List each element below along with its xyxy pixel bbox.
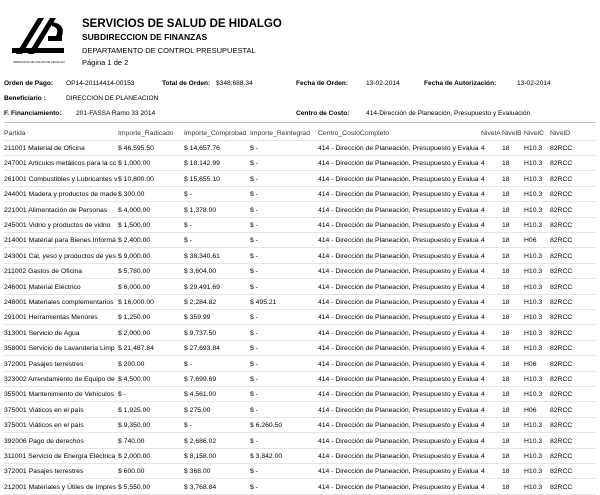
table-cell-importe-reintegrado: $ 495.21 xyxy=(250,299,277,306)
table-cell-nivel-a: 4 xyxy=(481,345,485,353)
table-cell-nivel-d: 82RCC xyxy=(550,391,573,399)
table-cell-importe-reintegrado: $ - xyxy=(250,268,258,276)
table-cell-nivel-a: 4 xyxy=(481,483,485,491)
column-header-nivel-b: NivelB xyxy=(502,130,522,137)
table-cell-centro-costo: 414 - Dirección de Planeación, Presupuesto y Evalua xyxy=(318,268,479,276)
table-cell-nivel-c: H10.3 xyxy=(524,453,543,460)
table-row-divider xyxy=(4,263,596,264)
table-cell-nivel-d: 82RCC xyxy=(550,160,573,168)
table-cell-partida: 211001 Material de Oficina xyxy=(4,145,85,152)
table-cell-centro-costo: 414 - Dirección de Planeación, Presupuesto y Evalua xyxy=(318,483,479,491)
table-cell-nivel-d: 82RCC xyxy=(550,422,573,430)
table-cell-nivel-c: H10.3 xyxy=(524,222,543,229)
table-cell-importe-radicado: $ 4,500.00 xyxy=(118,376,151,383)
table-row-divider xyxy=(4,448,596,449)
table-cell-nivel-a: 4 xyxy=(481,222,485,229)
table-row-divider xyxy=(4,340,596,341)
table-cell-centro-costo: 414 - Dirección de Planeación, Presupuesto y Evalua xyxy=(318,206,479,214)
column-header-centro-costo: Centro_CostoCompleto xyxy=(318,130,390,137)
table-cell-partida: 221001 Alimentación de Personas xyxy=(4,206,108,214)
table-cell-centro-costo: 414 - Dirección de Planeación, Presupuesto y Evalua xyxy=(318,391,479,399)
table-row-divider xyxy=(4,309,596,310)
table-cell-importe-radicado: $ 46,595.50 xyxy=(118,145,154,152)
table-row-divider xyxy=(4,324,596,325)
table-row-divider xyxy=(4,355,596,356)
table-cell-partida: 247001 Articulos metálicos para la cc xyxy=(4,160,117,168)
table-cell-importe-radicado: $ 300.00 xyxy=(118,191,145,199)
table-cell-centro-costo: 414 - Dirección de Planeación, Presupuesto y Evalua xyxy=(318,252,479,260)
table-cell-nivel-c: H10.3 xyxy=(524,175,543,183)
table-row-divider xyxy=(4,386,596,387)
table-cell-nivel-a: 4 xyxy=(481,145,485,152)
table-cell-importe-reintegrado: $ - xyxy=(250,145,258,152)
table-cell-importe-reintegrado: $ - xyxy=(250,175,258,183)
table-cell-centro-costo: 414 - Dirección de Planeación, Presupuesto y Evalua xyxy=(318,422,479,430)
table-cell-importe-radicado: $ 10,800.00 xyxy=(118,175,154,183)
table-cell-nivel-a: 4 xyxy=(481,437,485,445)
table-row-divider xyxy=(4,417,596,418)
table-cell-nivel-a: 4 xyxy=(481,299,485,306)
table-cell-nivel-c: H10.3 xyxy=(524,422,543,430)
table-cell-partida: 358001 Servicio de Lavandería Limp xyxy=(4,345,115,353)
table-cell-nivel-a: 4 xyxy=(481,453,485,460)
table-cell-nivel-b: 18 xyxy=(502,406,510,414)
table-cell-nivel-d: 82RCC xyxy=(550,453,573,460)
table-cell-importe-comprobado: $ 15,655.10 xyxy=(184,175,220,183)
table-cell-importe-reintegrado: $ - xyxy=(250,252,258,260)
table-cell-nivel-c: H10.3 xyxy=(524,483,543,491)
table-cell-importe-reintegrado: $ - xyxy=(250,237,258,245)
column-header-importe-reintegrado: Importe_Reintegrad xyxy=(250,130,311,137)
table-cell-importe-reintegrado: $ - xyxy=(250,437,258,445)
table-cell-importe-reintegrado: $ - xyxy=(250,160,258,168)
table-cell-nivel-d: 82RCC xyxy=(550,145,573,152)
table-cell-nivel-c: H10.3 xyxy=(524,160,543,168)
table-cell-nivel-c: H10.3 xyxy=(524,391,543,399)
table-cell-nivel-a: 4 xyxy=(481,391,485,399)
table-cell-nivel-b: 18 xyxy=(502,329,510,337)
table-cell-nivel-a: 4 xyxy=(481,468,485,476)
table-cell-importe-radicado: $ 1,000.00 xyxy=(118,160,151,168)
table-cell-importe-reintegrado: $ - xyxy=(250,314,258,322)
table-cell-nivel-b: 18 xyxy=(502,299,510,306)
beneficiario-value: DIRECCION DE PLANEACION xyxy=(66,95,159,102)
table-cell-nivel-b: 18 xyxy=(502,252,510,260)
table-cell-nivel-d: 82RCC xyxy=(550,175,573,183)
table-row-divider xyxy=(4,170,596,171)
table-cell-nivel-b: 18 xyxy=(502,483,510,491)
table-cell-nivel-b: 18 xyxy=(502,237,510,245)
table-header-divider xyxy=(4,140,596,141)
total-orden-label: Total de Orden: xyxy=(162,80,211,87)
table-cell-nivel-b: 18 xyxy=(502,345,510,353)
table-cell-nivel-c: H10.3 xyxy=(524,468,543,476)
table-cell-nivel-d: 82RCC xyxy=(550,237,573,245)
table-cell-importe-comprobado: $ 8,158.00 xyxy=(184,453,217,460)
table-cell-nivel-c: H10.3 xyxy=(524,252,543,260)
table-cell-nivel-a: 4 xyxy=(481,160,485,168)
ssh-logo-icon xyxy=(8,14,70,60)
table-cell-nivel-b: 18 xyxy=(502,376,510,383)
table-cell-importe-radicado: $ 9,350.00 xyxy=(118,422,151,430)
table-cell-nivel-a: 4 xyxy=(481,314,485,322)
table-cell-importe-radicado: $ 740.00 xyxy=(118,437,145,445)
table-cell-centro-costo: 414 - Dirección de Planeación, Presupuesto y Evalua xyxy=(318,191,479,199)
fecha-orden-label: Fecha de Orden: xyxy=(296,80,349,87)
table-cell-centro-costo: 414 - Dirección de Planeación, Presupuesto y Evalua xyxy=(318,175,479,183)
table-cell-nivel-b: 18 xyxy=(502,145,510,152)
table-cell-nivel-b: 18 xyxy=(502,283,510,291)
table-cell-partida: 248001 Materiales complementarios xyxy=(4,299,114,306)
table-cell-centro-costo: 414 - Dirección de Planeación, Presupuesto y Evalua xyxy=(318,453,479,460)
column-header-nivel-c: NivelC xyxy=(524,130,545,137)
table-cell-nivel-c: H10.3 xyxy=(524,283,543,291)
column-header-partida: Partida xyxy=(4,130,26,137)
table-cell-nivel-c: H10.3 xyxy=(524,145,543,152)
table-cell-partida: 261001 Combustibles y Lubricantes v xyxy=(4,175,118,183)
table-cell-partida: 212001 Materiales y Útiles de Impres xyxy=(4,483,117,491)
table-cell-importe-radicado: $ - xyxy=(118,391,126,399)
logo-caption: SERVICIOS DE SALUD DE HIDALGO xyxy=(13,60,65,64)
table-cell-partida: 291001 Herramientas Menores xyxy=(4,314,98,322)
fecha-autorizacion-label: Fecha de Autorización: xyxy=(424,80,497,87)
table-row-divider xyxy=(4,201,596,202)
table-cell-importe-comprobado: $ 27,693.84 xyxy=(184,345,220,353)
table-cell-centro-costo: 414 - Dirección de Planeación, Presupuesto y Evalua xyxy=(318,145,479,152)
centro-costo-value: 414-Dirección de Planeación, Presupuesto y Evaluación xyxy=(366,110,531,117)
orden-pago-label: Orden de Pago: xyxy=(4,80,54,87)
table-cell-partida: 211002 Gastos de Oficina xyxy=(4,268,83,276)
table-cell-importe-comprobado: $ 7,699.69 xyxy=(184,376,217,383)
table-cell-importe-comprobado: $ - xyxy=(184,191,192,199)
table-cell-nivel-a: 4 xyxy=(481,237,485,245)
table-cell-nivel-a: 4 xyxy=(481,268,485,276)
table-cell-importe-reintegrado: $ - xyxy=(250,391,258,399)
table-cell-nivel-c: H10.3 xyxy=(524,329,543,337)
table-cell-nivel-b: 18 xyxy=(502,453,510,460)
table-cell-nivel-d: 82RCC xyxy=(550,252,573,260)
column-header-importe-radicado: Importe_Radicado xyxy=(118,130,174,137)
table-row-divider xyxy=(4,463,596,464)
column-header-nivel-d: NivelD xyxy=(550,130,571,137)
table-cell-importe-radicado: $ 6,000.00 xyxy=(118,283,151,291)
table-cell-centro-costo: 414 - Dirección de Planeación, Presupuesto y Evalua xyxy=(318,222,479,229)
table-cell-importe-radicado: $ 2,000.00 xyxy=(118,453,151,460)
table-cell-importe-reintegrado: $ - xyxy=(250,468,258,476)
table-cell-nivel-d: 82RCC xyxy=(550,329,573,337)
table-row-divider xyxy=(4,217,596,218)
table-cell-nivel-c: H06 xyxy=(524,237,537,245)
table-cell-partida: 323002 Arrendamiento de Equipo de xyxy=(4,376,115,383)
table-cell-importe-comprobado: $ - xyxy=(184,222,192,229)
table-cell-partida: 375001 Viáticos en el país xyxy=(4,422,84,430)
fecha-autorizacion-value: 13-02-2014 xyxy=(517,80,551,87)
table-cell-nivel-d: 82RCC xyxy=(550,222,573,229)
table-cell-importe-radicado: $ 5,550.00 xyxy=(118,483,151,491)
table-cell-importe-comprobado: $ 3,604.00 xyxy=(184,268,217,276)
table-cell-importe-comprobado: $ 18,142.99 xyxy=(184,160,220,168)
table-cell-centro-costo: 414 - Dirección de Planeación, Presupuesto y Evalua xyxy=(318,160,479,168)
table-row-divider xyxy=(4,401,596,402)
table-cell-importe-reintegrado: $ - xyxy=(250,191,258,199)
subtitle: SUBDIRECCION DE FINANZAS xyxy=(82,32,208,42)
table-cell-centro-costo: 414 - Dirección de Planeación, Presupuesto y Evalua xyxy=(318,376,479,383)
table-cell-partida: 246001 Material Eléctrico xyxy=(4,283,81,291)
table-cell-importe-comprobado: $ 9,737.50 xyxy=(184,329,217,337)
table-cell-importe-comprobado: $ 275.00 xyxy=(184,406,211,414)
table-cell-importe-radicado: $ 200.00 xyxy=(118,360,145,368)
table-cell-nivel-c: H10.3 xyxy=(524,437,543,445)
orden-pago-value: OP14-20114414-00153 xyxy=(66,80,135,87)
financiamiento-value: 201-FASSA Ramo 33 2014 xyxy=(76,110,156,117)
table-cell-partida: 355001 Mantenimiento de Vehículos xyxy=(4,391,114,399)
table-cell-nivel-d: 82RCC xyxy=(550,360,573,368)
table-cell-nivel-c: H10.3 xyxy=(524,376,543,383)
table-cell-importe-reintegrado: $ 3,842.00 xyxy=(250,453,283,460)
centro-costo-label: Centro de Costo: xyxy=(296,110,350,117)
table-cell-partida: 243001 Cal, yeso y productos de yes xyxy=(4,252,116,260)
financiamiento-label: F. Financiamiento: xyxy=(4,110,62,117)
table-cell-nivel-d: 82RCC xyxy=(550,437,573,445)
table-cell-importe-reintegrado: $ - xyxy=(250,283,258,291)
table-cell-nivel-b: 18 xyxy=(502,437,510,445)
header-divider xyxy=(4,122,596,123)
table-cell-centro-costo: 414 - Dirección de Planeación, Presupuesto y Evalua xyxy=(318,283,479,291)
table-cell-nivel-b: 18 xyxy=(502,160,510,168)
table-cell-nivel-a: 4 xyxy=(481,376,485,383)
table-cell-nivel-b: 18 xyxy=(502,191,510,199)
table-cell-importe-reintegrado: $ - xyxy=(250,222,258,229)
table-cell-partida: 372001 Pasajes terrestres xyxy=(4,468,84,476)
table-cell-centro-costo: 414 - Dirección de Planeación, Presupuesto y Evalua xyxy=(318,360,479,368)
table-cell-partida: 245001 Vidrio y productos de vidrio xyxy=(4,222,111,229)
table-cell-nivel-d: 82RCC xyxy=(550,468,573,476)
table-cell-importe-reintegrado: $ - xyxy=(250,376,258,383)
table-row-divider xyxy=(4,247,596,248)
table-cell-importe-comprobado: $ 1,378.00 xyxy=(184,206,217,214)
table-cell-importe-comprobado: $ 2,686.02 xyxy=(184,437,217,445)
beneficiario-label: Beneficiario : xyxy=(4,95,46,102)
table-cell-nivel-a: 4 xyxy=(481,252,485,260)
table-cell-nivel-b: 18 xyxy=(502,222,510,229)
table-cell-nivel-b: 18 xyxy=(502,314,510,322)
table-cell-importe-reintegrado: $ - xyxy=(250,406,258,414)
table-cell-importe-comprobado: $ 359.99 xyxy=(184,314,211,322)
table-cell-importe-radicado: $ 2,000.00 xyxy=(118,329,151,337)
organization-title: SERVICIOS DE SALUD DE HIDALGO xyxy=(82,18,282,30)
table-cell-importe-comprobado: $ - xyxy=(184,237,192,245)
table-cell-nivel-b: 18 xyxy=(502,206,510,214)
table-cell-nivel-c: H10.3 xyxy=(524,299,543,306)
table-cell-importe-comprobado: $ - xyxy=(184,360,192,368)
table-cell-importe-reintegrado: $ - xyxy=(250,329,258,337)
table-cell-nivel-b: 18 xyxy=(502,360,510,368)
column-header-nivel-a: NivelA xyxy=(481,130,501,137)
table-cell-centro-costo: 414 - Dirección de Planeación, Presupuesto y Evalua xyxy=(318,468,479,476)
page-number: Página 1 de 2 xyxy=(82,58,129,67)
table-cell-nivel-b: 18 xyxy=(502,468,510,476)
table-cell-importe-comprobado: $ 14,657.76 xyxy=(184,145,220,152)
table-cell-importe-reintegrado: $ 6,260.50 xyxy=(250,422,283,430)
table-cell-nivel-a: 4 xyxy=(481,422,485,430)
table-cell-nivel-d: 82RCC xyxy=(550,406,573,414)
table-cell-importe-comprobado: $ 38,340.61 xyxy=(184,252,220,260)
table-cell-nivel-a: 4 xyxy=(481,360,485,368)
table-cell-nivel-a: 4 xyxy=(481,329,485,337)
table-row-divider xyxy=(4,155,596,156)
table-cell-nivel-d: 82RCC xyxy=(550,345,573,353)
table-row-divider xyxy=(4,186,596,187)
table-row-divider xyxy=(4,232,596,233)
table-cell-nivel-c: H10.3 xyxy=(524,314,543,322)
table-cell-nivel-a: 4 xyxy=(481,406,485,414)
table-cell-centro-costo: 414 - Dirección de Planeación, Presupuesto y Evalua xyxy=(318,406,479,414)
table-row-divider xyxy=(4,278,596,279)
table-cell-importe-radicado: $ 16,000.00 xyxy=(118,299,154,306)
fecha-orden-value: 13-02-2014 xyxy=(366,80,400,87)
table-cell-importe-radicado: $ 21,487.84 xyxy=(118,345,154,353)
table-cell-importe-comprobado: $ - xyxy=(184,422,192,430)
column-header-importe-comprobado: Importe_Comprobad xyxy=(184,130,247,137)
table-cell-partida: 311001 Servicio de Energía Eléctrica xyxy=(4,453,116,460)
table-cell-nivel-d: 82RCC xyxy=(550,376,573,383)
table-cell-nivel-b: 18 xyxy=(502,175,510,183)
department-name: DEPARTAMENTO DE CONTROL PRESUPUESTAL xyxy=(82,46,256,55)
table-cell-nivel-b: 18 xyxy=(502,391,510,399)
table-cell-nivel-c: H10.3 xyxy=(524,268,543,276)
table-cell-partida: 313001 Servicio de Agua xyxy=(4,329,80,337)
table-cell-nivel-d: 82RCC xyxy=(550,483,573,491)
table-cell-nivel-b: 18 xyxy=(502,268,510,276)
table-row-divider xyxy=(4,371,596,372)
table-cell-centro-costo: 414 - Dirección de Planeación, Presupuesto y Evalua xyxy=(318,299,479,306)
table-cell-importe-radicado: $ 600.00 xyxy=(118,468,145,476)
table-cell-nivel-d: 82RCC xyxy=(550,268,573,276)
table-cell-importe-comprobado: $ 29,491.69 xyxy=(184,283,220,291)
table-cell-nivel-c: H10.3 xyxy=(524,206,543,214)
table-cell-partida: 372001 Pasajes terrestres xyxy=(4,360,84,368)
table-cell-centro-costo: 414 - Dirección de Planeación, Presupuesto y Evalua xyxy=(318,345,479,353)
table-cell-importe-radicado: $ 1,250.00 xyxy=(118,314,151,322)
table-cell-nivel-b: 18 xyxy=(502,422,510,430)
table-cell-importe-comprobado: $ 3,768.84 xyxy=(184,483,217,491)
table-row-divider xyxy=(4,294,596,295)
table-cell-importe-radicado: $ 1,500.00 xyxy=(118,222,151,229)
table-cell-nivel-d: 82RCC xyxy=(550,299,573,306)
table-cell-partida: 244001 Madera y productos de made xyxy=(4,191,117,199)
table-cell-centro-costo: 414 - Dirección de Planeación, Presupuesto y Evalua xyxy=(318,314,479,322)
organization-logo xyxy=(8,14,70,66)
table-cell-importe-radicado: $ 1,925.00 xyxy=(118,406,151,414)
table-cell-nivel-a: 4 xyxy=(481,191,485,199)
table-cell-nivel-d: 82RCC xyxy=(550,283,573,291)
table-cell-nivel-a: 4 xyxy=(481,283,485,291)
table-cell-centro-costo: 414 - Dirección de Planeación, Presupuesto y Evalua xyxy=(318,437,479,445)
table-cell-importe-reintegrado: $ - xyxy=(250,483,258,491)
table-cell-nivel-d: 82RCC xyxy=(550,206,573,214)
table-cell-importe-comprobado: $ 4,561.00 xyxy=(184,391,217,399)
table-cell-partida: 392006 Pago de derechos xyxy=(4,437,84,445)
table-cell-partida: 214001 Material para Bienes Informá xyxy=(4,237,116,245)
table-cell-centro-costo: 414 - Dirección de Planeación, Presupuesto y Evalua xyxy=(318,237,479,245)
table-row-divider xyxy=(4,432,596,433)
table-cell-importe-radicado: $ 9,000.00 xyxy=(118,252,151,260)
table-cell-nivel-c: H10.3 xyxy=(524,191,543,199)
table-cell-nivel-d: 82RCC xyxy=(550,314,573,322)
total-orden-value: $348,688.34 xyxy=(216,80,253,87)
table-cell-importe-reintegrado: $ - xyxy=(250,206,258,214)
table-cell-importe-radicado: $ 4,000.00 xyxy=(118,206,151,214)
table-cell-nivel-c: H06 xyxy=(524,360,537,368)
table-cell-nivel-a: 4 xyxy=(481,175,485,183)
table-cell-nivel-a: 4 xyxy=(481,206,485,214)
table-cell-centro-costo: 414 - Dirección de Planeación, Presupuesto y Evalua xyxy=(318,329,479,337)
table-cell-importe-reintegrado: $ - xyxy=(250,360,258,368)
table-cell-importe-radicado: $ 2,400.00 xyxy=(118,237,151,245)
table-cell-nivel-d: 82RCC xyxy=(550,191,573,199)
table-cell-partida: 375001 Viáticos en el país xyxy=(4,406,84,414)
table-cell-importe-comprobado: $ 2,284.82 xyxy=(184,299,217,306)
table-cell-importe-radicado: $ 5,780.00 xyxy=(118,268,151,276)
table-row-divider xyxy=(4,478,596,479)
table-cell-nivel-c: H10.3 xyxy=(524,345,543,353)
table-cell-nivel-c: H06 xyxy=(524,406,537,414)
table-cell-importe-reintegrado: $ - xyxy=(250,345,258,353)
table-cell-importe-comprobado: $ 368.00 xyxy=(184,468,211,476)
